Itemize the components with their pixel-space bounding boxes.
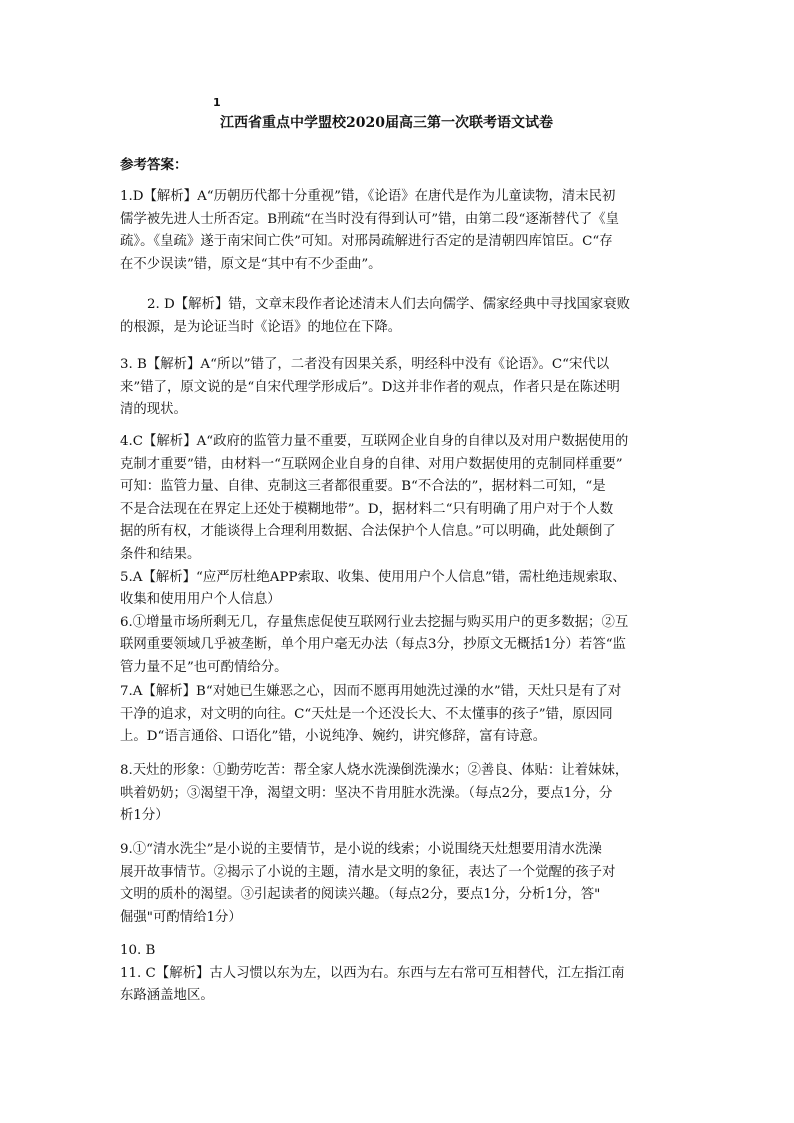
answer-line: 7.A【解析】B“对她已生嫌恶之心，因而不愿再用她洗过澡的水”错，天灶只是有了对 xyxy=(120,684,622,699)
answer-7 xyxy=(120,681,682,749)
answer-line: 管力量不足”也可酌情给分。 xyxy=(120,659,288,675)
answer-line: 上。D“语言通俗、口语化”错，小说纯净、婉约，讲究修辞，富有诗意。 xyxy=(120,729,547,745)
answer-line: 克制才重要”错，由材料一“互联网企业自身的自律、对用户数据使用的克制同样重要” xyxy=(120,456,623,472)
answer-line: 11. C【解析】古人习惯以东为左，以西为右。东西与左右常可互相替代，江左指江南 xyxy=(120,965,625,981)
answer-line: 2. D【解析】错，文章末段作者论述清末人们去向儒学、儒家经典中寻找国家衰败 xyxy=(147,297,631,312)
answer-line: 收集和使用用户个人信息） xyxy=(120,592,281,608)
answer-line: 联网重要领域几乎被垄断，单个用户毫无办法（每点3分，抄原文无概括1分）若答“监 xyxy=(120,637,626,653)
answer-line: 9.①“清水洗尘”是小说的主要情节，是小说的线索；小说围绕天灶想要用清水洗澡 xyxy=(120,842,602,857)
reference-answers-heading: 参考答案： xyxy=(120,157,188,173)
answer-line: 8.天灶的形象：①勤劳吃苦：帮全家人烧水洗澡倒洗澡水；②善良、体贴：让着妹妹， xyxy=(120,763,629,778)
answer-line: 倔强"可酌情给1分） xyxy=(120,909,242,925)
answer-2 xyxy=(120,294,682,339)
answer-line: 疏》。《皇疏》遂于南宋间亡佚”可知。对邢昺疏解进行否定的是清朝四库馆臣。C“存 xyxy=(120,234,613,250)
answer-line: 4.C【解析】A“政府的监管力量不重要，互联网企业自身的自律以及对用户数据使用的 xyxy=(120,434,629,449)
answer-8 xyxy=(120,760,682,828)
answer-line: 3. B【解析】A“所以”错了，二者没有因果关系，明经科中没有《论语》。C“宋代以 xyxy=(120,357,610,372)
answer-4-6 xyxy=(120,431,682,680)
answer-line: 条件和结果。 xyxy=(120,546,201,562)
answer-line: 在不少误读”错，原文是“其中有不少歪曲”。 xyxy=(120,256,382,272)
answer-line: 10. B xyxy=(120,943,156,958)
answer-line: 干净的追求，对文明的向往。C“天灶是一个还没长大、不太懂事的孩子”错，原因同 xyxy=(120,706,613,722)
answer-line: 可知：监管力量、自律、克制这三者都很重要。B“不合法的”，据材料二可知，“是 xyxy=(120,479,606,495)
answer-line: 1.D【解析】A“历朝历代都十分重视”错，《论语》在唐代是作为儿童读物，清末民初 xyxy=(120,189,616,204)
answer-line: 不是合法现在在界定上还处于模糊地带”。D，据材料二“只有明确了用户对于个人数 xyxy=(120,501,614,517)
answer-line: 的根源，是为论证当时《论语》的地位在下降。 xyxy=(120,319,402,335)
document-title: 江西省重点中学盟校2020届高三第一次联考语文试卷 xyxy=(220,115,553,131)
answer-line: 儒学被先进人士所否定。B刑疏“在当时没有得到认可”错，由第二段“逐渐替代了《皇 xyxy=(120,211,620,227)
answer-line: 展开故事情节。②揭示了小说的主题，清水是文明的象征，表达了一个觉醒的孩子对 xyxy=(120,864,616,880)
answer-line: 据的所有权，才能谈得上合理利用数据、合法保护个人信息。”可以明确，此处颠倒了 xyxy=(120,524,616,540)
answer-line: 6.①增量市场所剩无几，存量焦虑促使互联网行业去挖掘与购买用户的更多数据；②互 xyxy=(120,614,629,630)
answer-1 xyxy=(120,186,682,276)
answer-line: 清的现状。 xyxy=(120,402,187,418)
answer-line: 析1分） xyxy=(120,808,169,824)
answer-line: 哄着奶奶；③渴望干净，渴望文明：坚决不肯用脏水洗澡。（每点2分，要点1分，分 xyxy=(120,785,613,801)
answer-9 xyxy=(120,839,682,929)
answer-line: 东路涵盖地区。 xyxy=(120,988,214,1004)
answer-line: 文明的质朴的渴望。③引起读者的阅读兴趣。（每点2分，要点1分，分析1分，答" xyxy=(120,887,601,903)
answer-line: 5.A【解析】“应严厉杜绝APP索取、收集、使用用户个人信息”错，需杜绝违规索取、 xyxy=(120,569,626,585)
answer-line: 来”错了，原文说的是“自宋代理学形成后”。D这并非作者的观点，作者只是在陈述明 xyxy=(120,379,620,395)
page-number: 1 xyxy=(213,96,221,109)
answer-10-11 xyxy=(120,940,682,1008)
answer-3 xyxy=(120,354,682,422)
